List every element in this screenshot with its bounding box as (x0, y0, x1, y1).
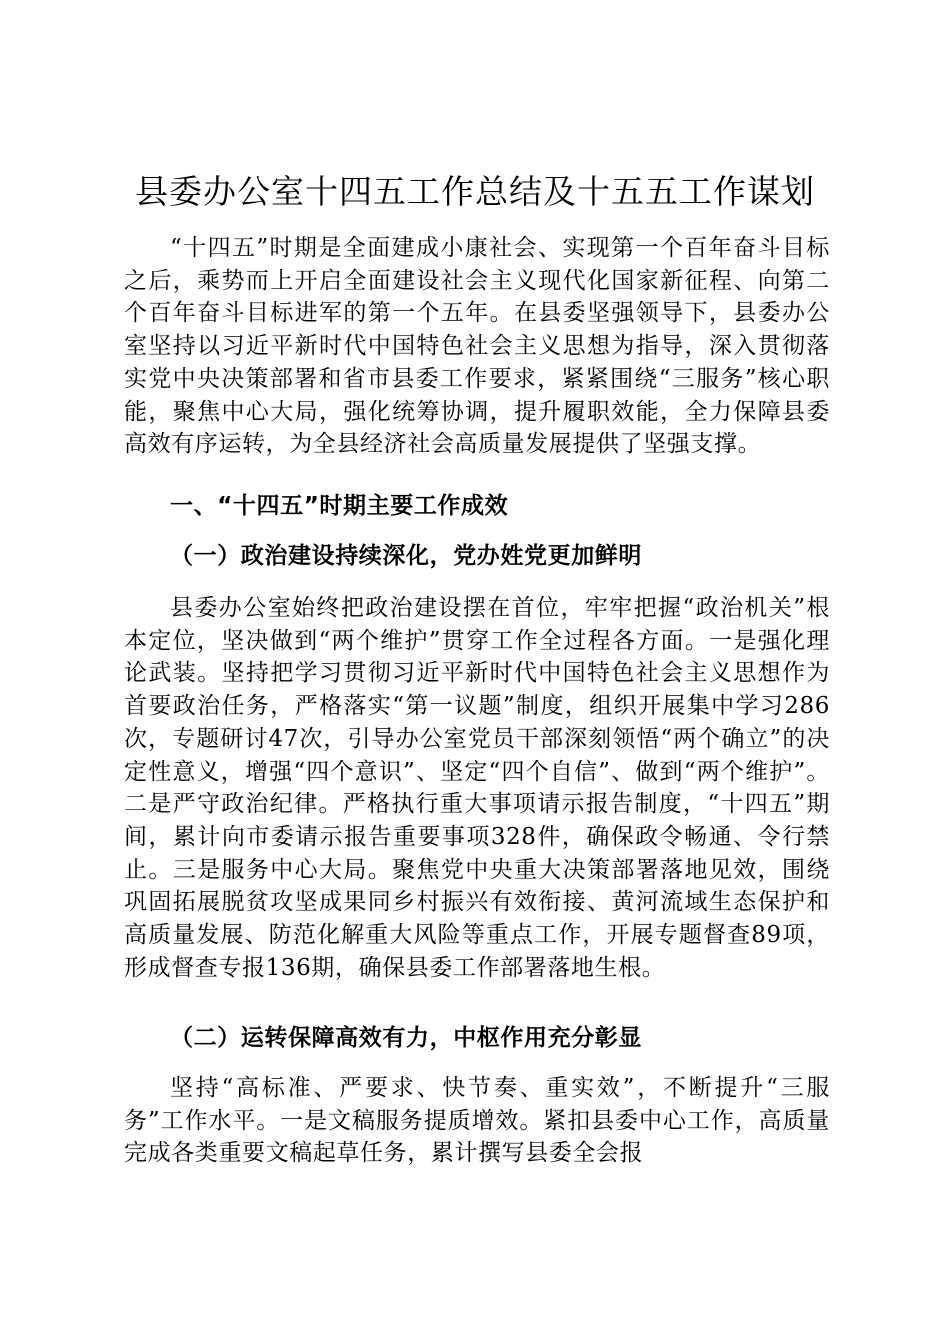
subsection-paragraph: 坚持“高标准、严要求、快节奏、重实效”，不断提升“三服务”工作水平。一是文稿服务提质增效。紧扣县委中心工作，高质量完成各类重要文稿起草任务，累计撰写县委全会报 (124, 1075, 830, 1167)
subsection-paragraph: 县委办公室始终把政治建设摆在首位，牢牢把握“政治机关”根本定位，坚决做到“两个维护”贯穿工作全过程各方面。一是强化理论武装。坚持把学习贯彻习近平新时代中国特色社会主义思想作为首要政治任务，严格落实“第一议题”制度，组织开展集中学习286次，专题研讨47次，引导办公室党员干部深刻领悟“两个确立”的决定性意义，增强“四个意识”、坚定“四个自信”、做到“两个维护”。二是严守政治纪律。严格执行重大事项请示报告制度，“十四五”期间，累计向市委请示报告重要事项328件，确保政令畅通、令行禁止。三是服务中心大局。聚焦党中央重大决策部署落地见效，围绕巩固拓展脱贫攻坚成果同乡村振兴有效衔接、黄河流域生态保护和高质量发展、防范化解重大风险等重点工作，开展专题督查89项，形成督查专报136期，确保县委工作部署落地生根。 (124, 595, 830, 981)
section-heading: 一、“十四五”时期主要工作成效 (170, 493, 509, 519)
document-title: 县委办公室十四五工作总结及十五五工作谋划 (135, 172, 815, 211)
subsection-heading: （一）政治建设持续深化，党办姓党更加鲜明 (170, 542, 642, 569)
subsection-heading: （二）运转保障高效有力，中枢作用充分彰显 (170, 1024, 642, 1051)
intro-paragraph: “十四五”时期是全面建成小康社会、实现第一个百年奋斗目标之后，乘势而上开启全面建设社会主义现代化国家新征程、向第二个百年奋斗目标进军的第一个五年。在县委坚强领导下，县委办公室坚持以习近平新时代中国特色社会主义思想为指导，深入贯彻落实党中央决策部署和省市县委工作要求，紧紧围绕“三服务”核心职能，聚焦中心大局，强化统筹协调，提升履职效能，全力保障县委高效有序运转，为全县经济社会高质量发展提供了坚强支撑。 (124, 235, 830, 458)
